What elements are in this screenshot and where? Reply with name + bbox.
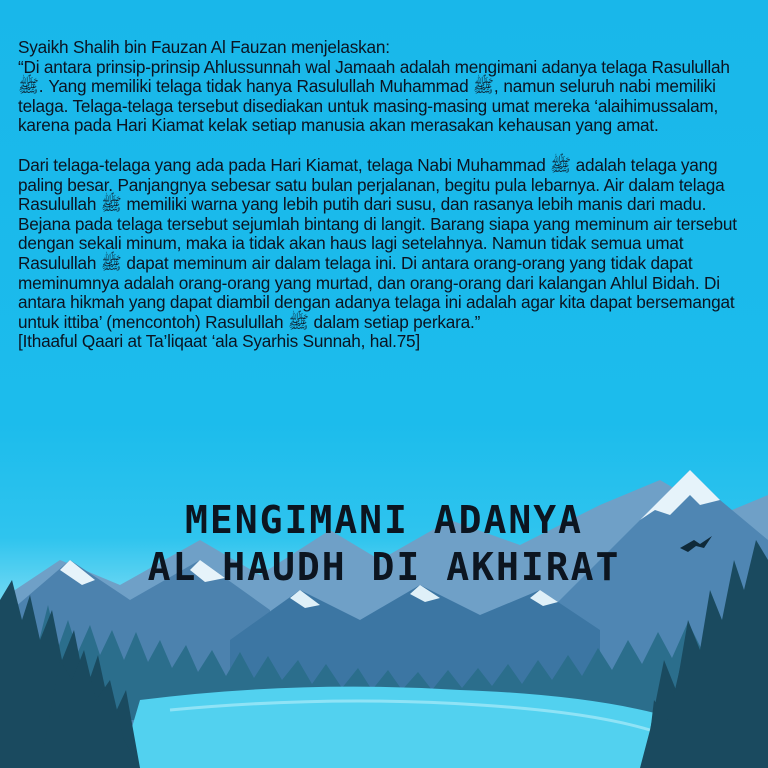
intro-line: Syaikh Shalih bin Fauzan Al Fauzan menjelaskan: bbox=[18, 37, 390, 57]
title-line-2: AL HAUDH DI AKHIRAT bbox=[147, 545, 621, 589]
paragraph-2: Dari telaga-telaga yang ada pada Hari Kiamat, telaga Nabi Muhammad ﷺ adalah telaga yang paling besar. Panjangnya sebesar satu bulan perjalanan, begitu pula lebarnya. Air dalam telaga Rasulullah ﷺ memiliki warna yang lebih putih dari susu, dan rasanya lebih manis dari madu. Bejana pada telaga tersebut sejumlah bintang di langit. Barang siapa yang meminum air tersebut dengan sekali minum, maka ia tidak akan haus lagi setelahnya. Namun tidak semua umat Rasulullah ﷺ dapat meminum air dalam telaga ini. Di antara orang-orang yang tidak dapat meminumnya adalah orang-orang yang murtad, dan orang-orang dari kalangan Ahlul Bidah. Di antara hikmah yang dapat diambil dengan adanya telaga ini adalah agar kita dapat bersemangat untuk ittiba’ (mencontoh) Rasulullah ﷺ dalam setiap perkara.” bbox=[18, 154, 737, 332]
paragraph-1: “Di antara prinsip-prinsip Ahlussunnah wal Jamaah adalah mengimani adanya telaga Rasulullah ﷺ. Yang memiliki telaga tidak hanya Rasulullah Muhammad ﷺ, namun seluruh nabi memiliki telaga. Telaga-telaga tersebut disediakan untuk masing-masing umat mereka ‘alaihimussalam, karena pada Hari Kiamat kelak setiap manusia akan merasakan kehausan yang amat. bbox=[18, 56, 730, 136]
reference-citation: [Ithaaful Qaari at Ta’liqaat ‘ala Syarhis Sunnah, hal.75] bbox=[18, 331, 420, 352]
article-text bbox=[18, 38, 753, 352]
title-line-1: MENGIMANI ADANYA bbox=[184, 498, 584, 542]
